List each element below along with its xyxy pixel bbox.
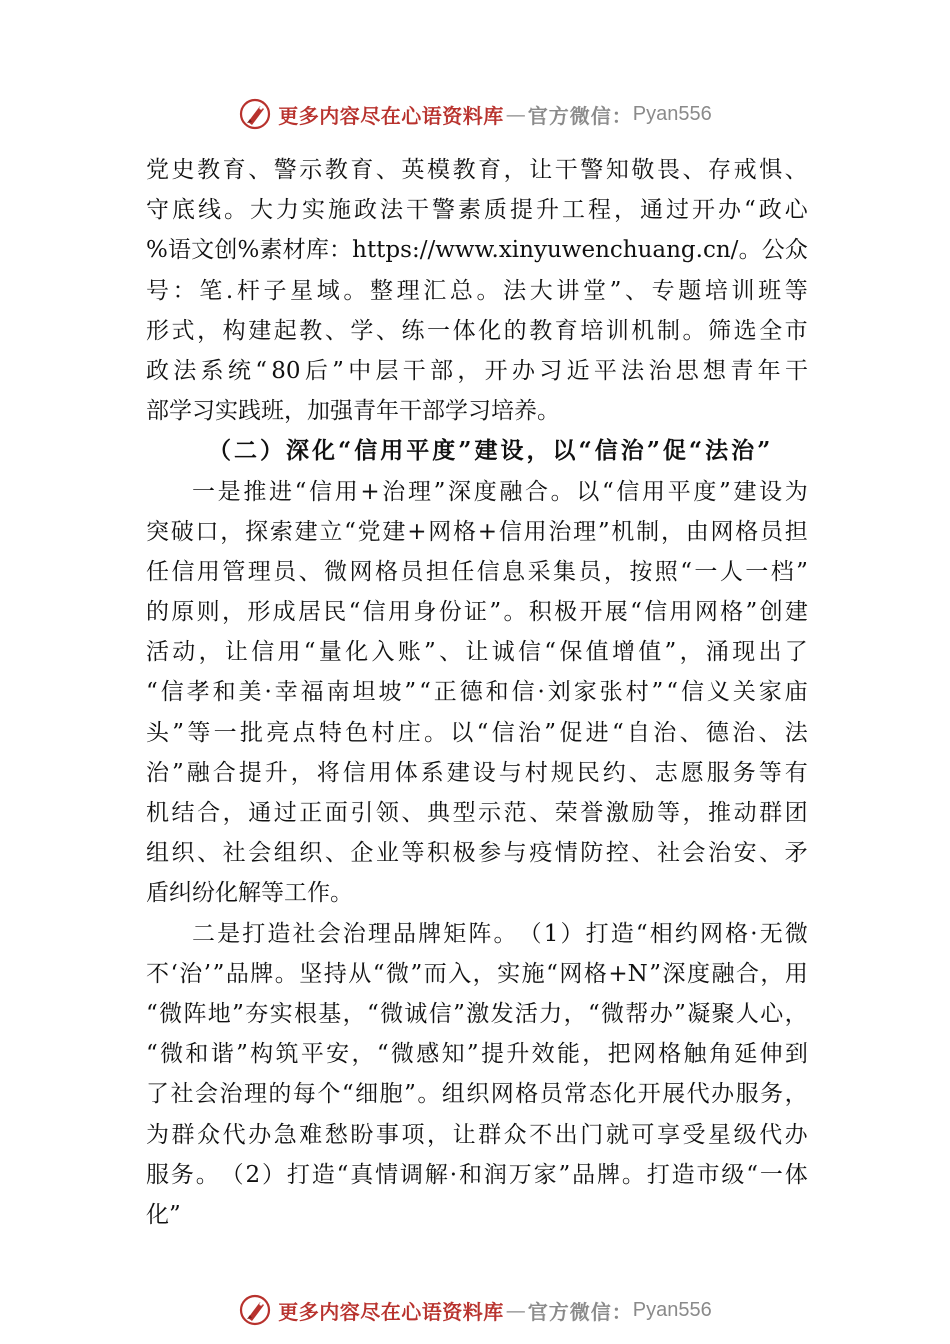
banner-source-text: 更多内容尽在心语资料库 [278, 1299, 504, 1324]
footer-banner [0, 1290, 950, 1330]
text-line: 组 织 、 社 会 组 织 、 企 业 等 积 极 参 与 疫 情 防 控 、 社 会 治 安 、 矛 [146, 840, 808, 867]
pen-nib-logo-icon [238, 97, 272, 131]
text-line: 机 结 合 ， 通 过 正 面 引 领 、 典 型 示 范 、 荣 誉 激 励 等 ， 推 动 群 团 [146, 800, 808, 826]
banner-wechat-id: Pyan556 [632, 102, 712, 125]
text-line: 党 史 教 育 、 警 示 教 育 、 英 模 教 育 ， 让 干 警 知 敬 畏 、 存 戒 惧 、 [146, 157, 808, 183]
text-line: 治 ” 融 合 提 升 ， 将 信 用 体 系 建 设 与 村 规 民 约 、 志 愿 服 务 等 有 [146, 759, 808, 786]
text-line: 突 破 口 ， 探 索 建 立 “ 党 建 + 网 格 + 信 用 治 理 ” 机 制 ， 由 网 格 员 担 [146, 518, 808, 545]
text-line: 政 法 系 统 “ 80 后 ” 中 层 干 部 ， 开 办 习 近 平 法 治 思 想 青 年 干 [146, 357, 808, 384]
text-line: 头 ” 等 一 批 亮 点 特 色 村 庄 。 以 “ 信 治 ” 促 进 “ 自 治 、 德 治 、 法 [146, 719, 808, 746]
banner-dash: — [505, 102, 526, 126]
banner-wechat-id: Pyan556 [632, 1298, 712, 1321]
section-heading: （二）深化“信用平度”建设，以“信治”促“法治” [208, 437, 774, 465]
pen-nib-logo-icon [238, 1293, 272, 1327]
text-line: 任 信 用 管 理 员 、 微 网 格 员 担 任 信 息 采 集 员 ， 按 照 “ 一 人 一 档 ” [146, 558, 808, 585]
text-line: 活 动 ， 让 信 用 “ 量 化 入 账 ” 、 让 诚 信 “ 保 值 增 值 ” ， 涌 现 出 了 [146, 639, 808, 666]
text-line: 一 是 推 进 “ 信 用 + 治 理 ” 深 度 融 合 。 以 “ 信 用 平 度 ” 建 设 为 [192, 478, 808, 505]
document-body [146, 150, 808, 1235]
text-line: “ 微 阵 地 ” 夯 实 根 基 ， “ 微 诚 信 ” 激 发 活 力 ， “ 微 帮 办 ” 凝 聚 人 心 ， [146, 1000, 808, 1027]
text-line: 形 式 ， 构 建 起 教 、 学 、 练 一 体 化 的 教 育 培 训 机 制 。 筛 选 全 市 [146, 317, 808, 344]
text-line: “ 微 和 谐 ” 构 筑 平 安 ， “ 微 感 知 ” 提 升 效 能 ， 把 网 格 触 角 延 伸 到 [146, 1041, 808, 1068]
header-banner [0, 94, 950, 134]
text-line: 化” [146, 1201, 181, 1228]
text-line: “ 信 孝 和 美 · 幸 福 南 坦 坡 ” “ 正 德 和 信 · 刘 家 张 村 ” “ 信 义 关 家 庙 [146, 679, 808, 706]
text-line: 二 是 打 造 社 会 治 理 品 牌 矩 阵 。 （ 1 ） 打 造 “ 相 约 网 格 · 无 微 [192, 920, 808, 947]
text-line: 不 ‘ 治 ’ ” 品 牌 。 坚 持 从 “ 微 ” 而 入 ， 实 施 “ 网 格 +N ” 深 度 融 合 ， 用 [146, 960, 808, 987]
text-line: 号 ： 笔 . 杆 子 星 域 。 整 理 汇 总 。 法 大 讲 堂 ” 、 专 题 培 训 班 等 [146, 277, 808, 304]
text-line: 守 底 线 。 大 力 实 施 政 法 干 警 素 质 提 升 工 程 ， 通 过 开 办 “ 政 心 [146, 197, 808, 224]
banner-dash: — [505, 1298, 526, 1322]
text-line: % 语 文 创 % 素 材 库 ： https://www.xinyuwenchuang.cn/ 。 公 众 [146, 237, 808, 264]
text-line: 了 社 会 治 理 的 每 个 “ 细 胞 ” 。 组 织 网 格 员 常 态 化 开 展 代 办 服 务 ， [146, 1081, 808, 1108]
text-line: 的 原 则 ， 形 成 居 民 “ 信 用 身 份 证 ” 。 积 极 开 展 “ 信 用 网 格 ” 创 建 [146, 599, 808, 626]
banner-wechat-label: 官方微信： [527, 1299, 633, 1324]
banner-source-text: 更多内容尽在心语资料库 [278, 103, 504, 128]
text-line: 部学习实践班，加强青年干部学习培养。 [146, 398, 560, 425]
banner-wechat-label: 官方微信： [527, 103, 633, 128]
text-line: 为 群 众 代 办 急 难 愁 盼 事 项 ， 让 群 众 不 出 门 就 可 享 受 星 级 代 办 [146, 1121, 808, 1148]
text-line: 服 务 。 （ 2 ） 打 造 “ 真 情 调 解 · 和 润 万 家 ” 品 牌 。 打 造 市 级 “ 一 体 [146, 1161, 808, 1188]
text-line: 盾纠纷化解等工作。 [146, 880, 353, 907]
